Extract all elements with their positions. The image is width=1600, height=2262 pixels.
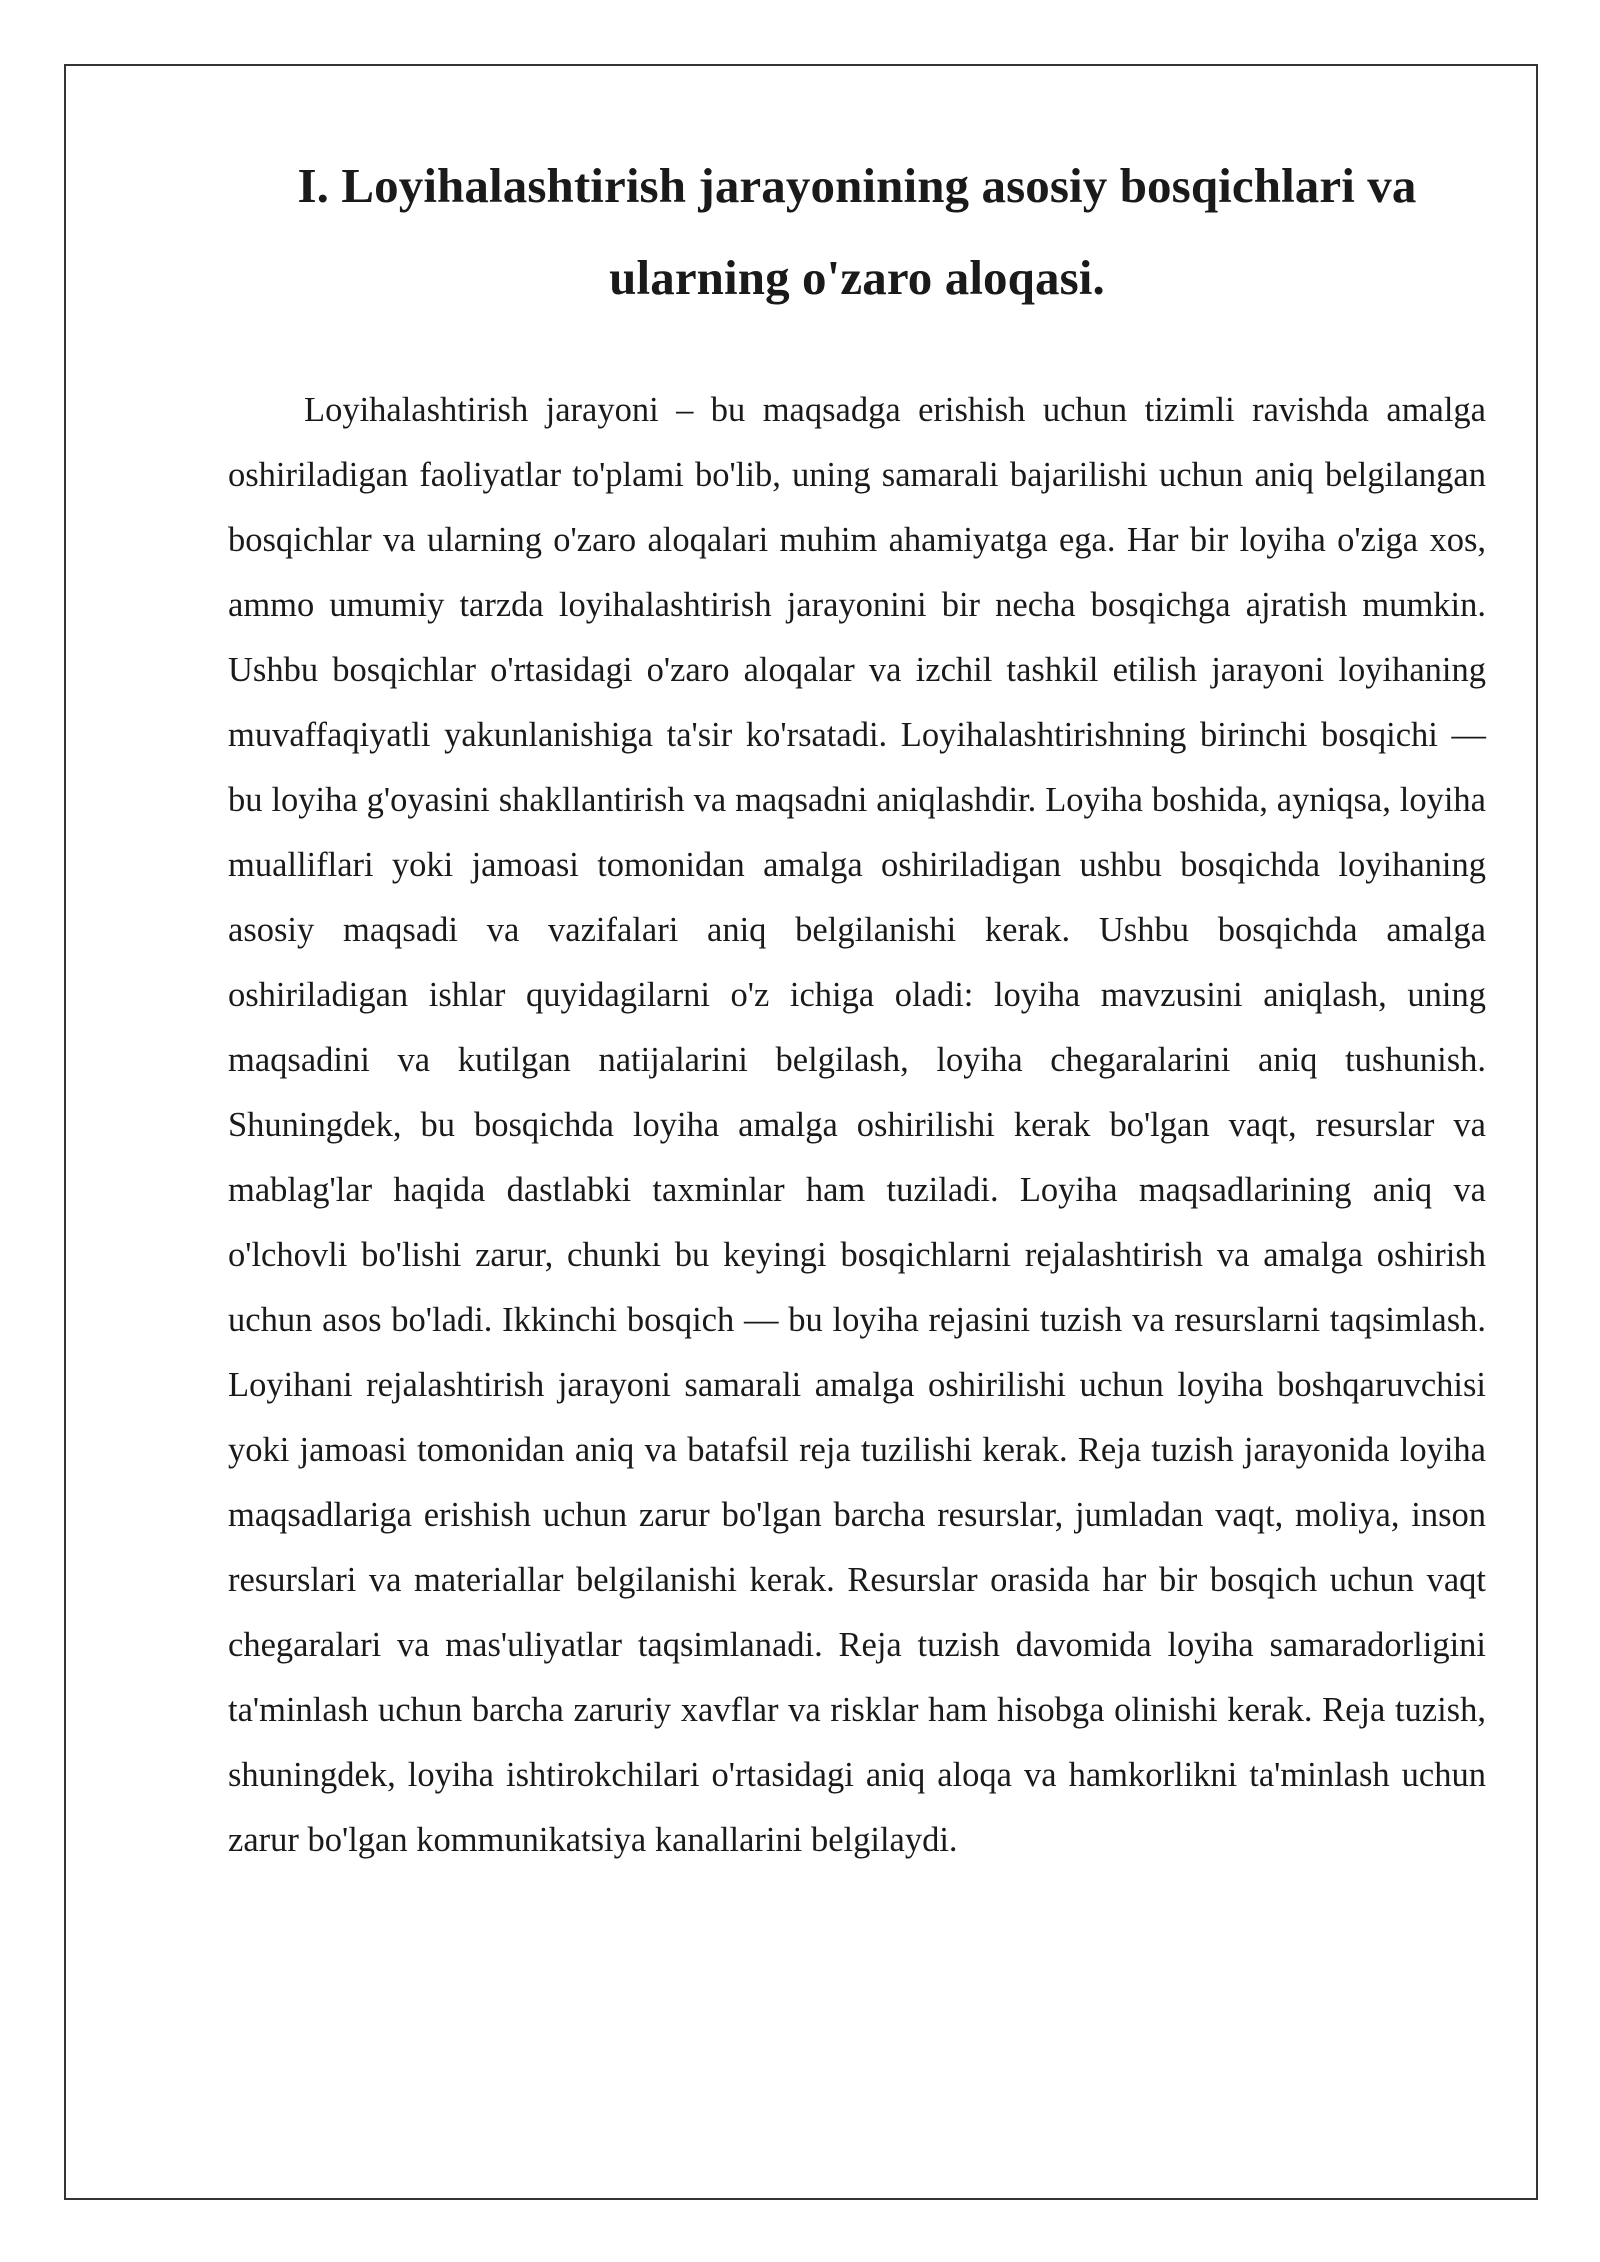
document-content bbox=[228, 140, 1486, 1873]
body-paragraph: Loyihalashtirish jarayoni – bu maqsadga erishish uchun tizimli ravishda amalga oshiriladigan faoliyatlar to'plami bo'lib, uning samarali bajarilishi uchun aniq belgilangan bosqichlar va ularning o'zaro aloqalari muhim ahamiyatga ega. Har bir loyiha o'ziga xos, ammo umumiy tarzda loyihalashtirish jarayonini bir necha bosqichga ajratish mumkin. Ushbu bosqichlar o'rtasidagi o'zaro aloqalar va izchil tashkil etilish jarayoni loyihaning muvaffaqiyatli yakunlanishiga ta'sir ko'rsatadi. Loyihalashtirishning birinchi bosqichi — bu loyiha g'oyasini shakllantirish va maqsadni aniqlashdir. Loyiha boshida, ayniqsa, loyiha mualliflari yoki jamoasi tomonidan amalga oshiriladigan ushbu bosqichda loyihaning asosiy maqsadi va vazifalari aniq belgilanishi kerak. Ushbu bosqichda amalga oshiriladigan ishlar quyidagilarni o'z ichiga oladi: loyiha mavzusini aniqlash, uning maqsadini va kutilgan natijalarini belgilash, loyiha chegaralarini aniq tushunish. Shuningdek, bu bosqichda loyiha amalga oshirilishi kerak bo'lgan vaqt, resurslar va mablag'lar haqida dastlabki taxminlar ham tuziladi. Loyiha maqsadlarining aniq va o'lchovli bo'lishi zarur, chunki bu keyingi bosqichlarni rejalashtirish va amalga oshirish uchun asos bo'ladi. Ikkinchi bosqich — bu loyiha rejasini tuzish va resurslarni taqsimlash. Loyihani rejalashtirish jarayoni samarali amalga oshirilishi uchun loyiha boshqaruvchisi yoki jamoasi tomonidan aniq va batafsil reja tuzilishi kerak. Reja tuzish jarayonida loyiha maqsadlariga erishish uchun zarur bo'lgan barcha resurslar, jumladan vaqt, moliya, inson resurslari va materiallar belgilanishi kerak. Resurslar orasida har bir bosqich uchun vaqt chegaralari va mas'uliyatlar taqsimlanadi. Reja tuzish davomida loyiha samaradorligini ta'minlash uchun barcha zaruriy xavflar va risklar ham hisobga olinishi kerak. Reja tuzish, shuningdek, loyiha ishtirokchilari o'rtasidagi aniq aloqa va hamkorlikni ta'minlash uchun zarur bo'lgan kommunikatsiya kanallarini belgilaydi. bbox=[228, 391, 1486, 1859]
section-title: I. Loyihalashtirish jarayonining asosiy bosqichlari va ularning o'zaro aloqasi. bbox=[297, 158, 1417, 305]
